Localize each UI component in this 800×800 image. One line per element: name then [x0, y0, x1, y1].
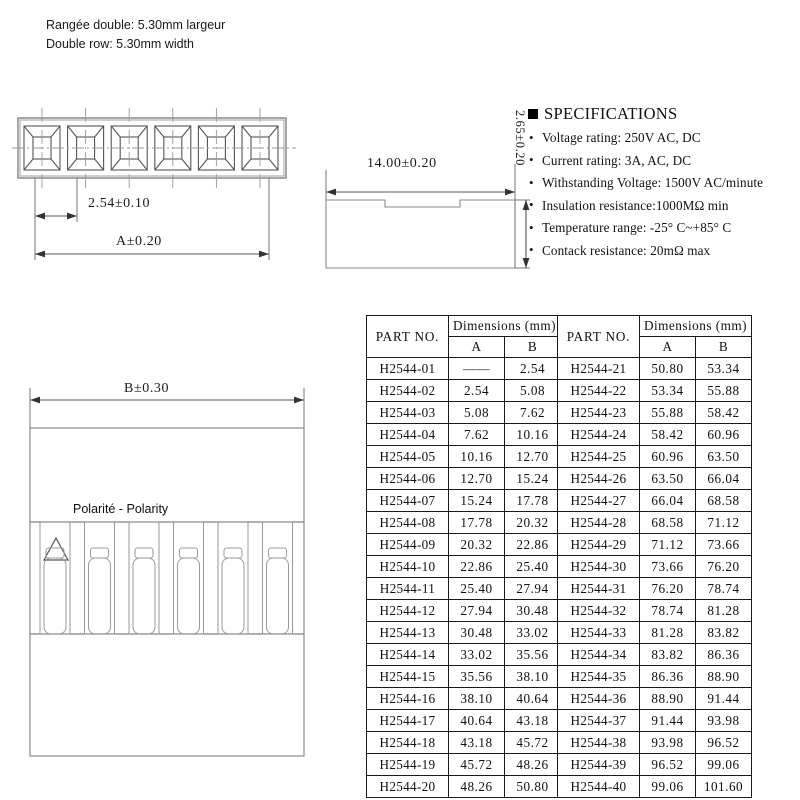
top-view-pitch-dimension: 2.54±0.10: [88, 196, 151, 211]
table-row: [367, 534, 561, 556]
dimension-a-cell: 2.54: [449, 380, 505, 402]
table-row: [367, 600, 561, 622]
dimension-a-cell: 27.94: [449, 600, 505, 622]
part-number-cell: H2544-11: [367, 578, 449, 600]
specifications-list: [528, 127, 796, 263]
table-row: [367, 468, 561, 490]
table-row: [558, 358, 752, 380]
dimension-a-cell: 10.16: [449, 446, 505, 468]
part-number-cell: H2544-17: [367, 710, 449, 732]
dimension-b-cell: 25.40: [505, 556, 561, 578]
dimension-b-cell: 68.58: [696, 490, 752, 512]
dimension-a-cell: 58.42: [640, 424, 696, 446]
table-row: [558, 578, 752, 600]
part-number-cell: H2544-07: [367, 490, 449, 512]
square-bullet-icon: [528, 109, 538, 119]
part-number-cell: H2544-39: [558, 754, 640, 776]
table-row: [367, 512, 561, 534]
dimension-b-cell: 48.26: [505, 754, 561, 776]
table-row: [558, 446, 752, 468]
table-row: [367, 776, 561, 798]
dimension-a-cell: 33.02: [449, 644, 505, 666]
header-note-fr: Rangée double: 5.30mm largeur: [46, 18, 226, 32]
dimension-a-cell: 78.74: [640, 600, 696, 622]
specification-item: • Current rating: 3A, AC, DC: [528, 150, 796, 173]
dimension-a-cell: 63.50: [640, 468, 696, 490]
part-number-cell: H2544-22: [558, 380, 640, 402]
dimension-a-cell: 7.62: [449, 424, 505, 446]
table-row: [367, 666, 561, 688]
terminal-channel: [174, 522, 204, 634]
top-view-overall-dimension: A±0.20: [116, 234, 162, 249]
dimension-b-cell: 86.36: [696, 644, 752, 666]
part-number-cell: H2544-27: [558, 490, 640, 512]
dimension-b-cell: 101.60: [696, 776, 752, 798]
table-row: [558, 556, 752, 578]
part-number-cell: H2544-28: [558, 512, 640, 534]
table-row: [558, 534, 752, 556]
part-number-cell: H2544-01: [367, 358, 449, 380]
dimension-b-cell: 93.98: [696, 710, 752, 732]
dimension-b-cell: 15.24: [505, 468, 561, 490]
table-row: [558, 688, 752, 710]
part-number-cell: H2544-26: [558, 468, 640, 490]
dimension-a-cell: 20.32: [449, 534, 505, 556]
polarity-label: Polarité - Polarity: [73, 502, 169, 516]
dimension-a-cell: 55.88: [640, 402, 696, 424]
dimensions-table-right: [557, 315, 752, 798]
part-number-cell: H2544-25: [558, 446, 640, 468]
part-number-cell: H2544-37: [558, 710, 640, 732]
dimension-a-cell: 25.40: [449, 578, 505, 600]
dimension-a-cell: 93.98: [640, 732, 696, 754]
dimension-b-cell: 63.50: [696, 446, 752, 468]
table-header-b: B: [505, 337, 561, 358]
dimension-b-cell: 66.04: [696, 468, 752, 490]
table-row: [367, 380, 561, 402]
table-row: [558, 622, 752, 644]
part-number-cell: H2544-13: [367, 622, 449, 644]
table-row: [558, 710, 752, 732]
header-note: [46, 16, 225, 54]
part-number-cell: H2544-06: [367, 468, 449, 490]
dimension-b-cell: 71.12: [696, 512, 752, 534]
specifications-panel: [528, 104, 796, 263]
dimension-a-cell: 66.04: [640, 490, 696, 512]
part-number-cell: H2544-10: [367, 556, 449, 578]
table-row: [558, 512, 752, 534]
dimensions-table-left: [366, 315, 561, 798]
dimension-a-cell: 35.56: [449, 666, 505, 688]
part-number-cell: H2544-30: [558, 556, 640, 578]
dimension-a-cell: 99.06: [640, 776, 696, 798]
part-number-cell: H2544-23: [558, 402, 640, 424]
part-number-cell: H2544-38: [558, 732, 640, 754]
dimension-a-cell: 45.72: [449, 754, 505, 776]
terminal-channel: [263, 522, 293, 634]
part-number-cell: H2544-19: [367, 754, 449, 776]
dimension-b-cell: 17.78: [505, 490, 561, 512]
part-number-cell: H2544-20: [367, 776, 449, 798]
dimension-b-cell: 38.10: [505, 666, 561, 688]
table-row: [367, 732, 561, 754]
table-row: [558, 644, 752, 666]
part-number-cell: H2544-34: [558, 644, 640, 666]
dimension-b-cell: 88.90: [696, 666, 752, 688]
part-number-cell: H2544-36: [558, 688, 640, 710]
part-number-cell: H2544-15: [367, 666, 449, 688]
table-row: [367, 578, 561, 600]
specifications-title: SPECIFICATIONS: [544, 104, 678, 123]
dimension-a-cell: 5.08: [449, 402, 505, 424]
table-row: [367, 688, 561, 710]
dimension-a-cell: 76.20: [640, 578, 696, 600]
dimension-a-cell: 38.10: [449, 688, 505, 710]
dimension-b-cell: 27.94: [505, 578, 561, 600]
dimension-a-cell: 88.90: [640, 688, 696, 710]
specification-item: • Insulation resistance:1000MΩ min: [528, 195, 796, 218]
table-row: [367, 446, 561, 468]
specification-item: • Withstanding Voltage: 1500V AC/minute: [528, 172, 796, 195]
dimension-b-cell: 35.56: [505, 644, 561, 666]
dimension-b-cell: 55.88: [696, 380, 752, 402]
dimension-a-cell: 53.34: [640, 380, 696, 402]
side-view-length-dimension: 14.00±0.20: [367, 156, 437, 171]
table-row: [367, 644, 561, 666]
table-row: [558, 776, 752, 798]
dimension-a-cell: 12.70: [449, 468, 505, 490]
terminal-channel: [129, 522, 159, 634]
specification-item: • Voltage rating: 250V AC, DC: [528, 127, 796, 150]
polarity-triangle-icon: [44, 538, 68, 560]
dimension-b-cell: 91.44: [696, 688, 752, 710]
dimension-b-cell: 81.28: [696, 600, 752, 622]
table-row: [558, 402, 752, 424]
part-number-cell: H2544-29: [558, 534, 640, 556]
dimension-a-cell: 30.48: [449, 622, 505, 644]
dimension-b-cell: 5.08: [505, 380, 561, 402]
table-row: [558, 380, 752, 402]
table-row: [367, 754, 561, 776]
dimension-b-cell: 30.48: [505, 600, 561, 622]
dimension-a-cell: 48.26: [449, 776, 505, 798]
front-view-drawing: [14, 370, 324, 795]
dimension-a-cell: 91.44: [640, 710, 696, 732]
table-row: [367, 490, 561, 512]
table-row: [558, 732, 752, 754]
dimension-a-cell: 60.96: [640, 446, 696, 468]
specification-item: • Contack resistance: 20mΩ max: [528, 240, 796, 263]
dimension-b-cell: 20.32: [505, 512, 561, 534]
dimension-b-cell: 53.34: [696, 358, 752, 380]
dimension-b-cell: 10.16: [505, 424, 561, 446]
dimension-a-cell: 73.66: [640, 556, 696, 578]
dimension-a-cell: 50.80: [640, 358, 696, 380]
front-view-width-dimension: B±0.30: [124, 381, 170, 396]
part-number-cell: H2544-35: [558, 666, 640, 688]
table-row: [558, 600, 752, 622]
table-row: [558, 666, 752, 688]
table-row: [558, 468, 752, 490]
dimension-b-cell: 99.06: [696, 754, 752, 776]
header-note-en: Double row: 5.30mm width: [46, 37, 194, 51]
table-header-part-no: PART NO.: [558, 316, 640, 358]
part-number-cell: H2544-31: [558, 578, 640, 600]
part-number-cell: H2544-18: [367, 732, 449, 754]
side-view-height-dimension: 2.65±0.20: [513, 110, 527, 167]
side-view-drawing: [320, 100, 530, 280]
table-header-b: B: [696, 337, 752, 358]
dimension-b-cell: 40.64: [505, 688, 561, 710]
dimension-b-cell: 22.86: [505, 534, 561, 556]
dimension-b-cell: 76.20: [696, 556, 752, 578]
dimension-a-cell: 96.52: [640, 754, 696, 776]
dimension-b-cell: 60.96: [696, 424, 752, 446]
table-header-a: A: [640, 337, 696, 358]
dimension-a-cell: 17.78: [449, 512, 505, 534]
dimension-a-cell: 40.64: [449, 710, 505, 732]
part-number-cell: H2544-05: [367, 446, 449, 468]
table-row: [367, 556, 561, 578]
dimension-a-cell: 81.28: [640, 622, 696, 644]
dimension-a-cell: 68.58: [640, 512, 696, 534]
dimension-b-cell: 96.52: [696, 732, 752, 754]
dimension-a-cell: 15.24: [449, 490, 505, 512]
dimension-b-cell: 58.42: [696, 402, 752, 424]
part-number-cell: H2544-04: [367, 424, 449, 446]
dimension-b-cell: 83.82: [696, 622, 752, 644]
part-number-cell: H2544-02: [367, 380, 449, 402]
table-row: [367, 424, 561, 446]
table-row: [558, 424, 752, 446]
table-header-a: A: [449, 337, 505, 358]
dimension-a-cell: 86.36: [640, 666, 696, 688]
part-number-cell: H2544-03: [367, 402, 449, 424]
table-header-dimensions: Dimensions (mm): [640, 316, 752, 337]
dimension-a-cell: 43.18: [449, 732, 505, 754]
dimension-b-cell: 7.62: [505, 402, 561, 424]
dimension-a-cell: 22.86: [449, 556, 505, 578]
part-number-cell: H2544-14: [367, 644, 449, 666]
part-number-cell: H2544-21: [558, 358, 640, 380]
part-number-cell: H2544-09: [367, 534, 449, 556]
specification-item: • Temperature range: -25° C~+85° C: [528, 217, 796, 240]
specifications-title-row: [528, 104, 796, 124]
table-row: [367, 710, 561, 732]
part-number-cell: H2544-40: [558, 776, 640, 798]
dimension-b-cell: 45.72: [505, 732, 561, 754]
part-number-cell: H2544-16: [367, 688, 449, 710]
table-row: [558, 490, 752, 512]
part-number-cell: H2544-32: [558, 600, 640, 622]
table-row: [367, 622, 561, 644]
part-number-cell: H2544-33: [558, 622, 640, 644]
dimension-b-cell: 50.80: [505, 776, 561, 798]
dimension-a-cell: ——: [449, 358, 505, 380]
dimension-b-cell: 12.70: [505, 446, 561, 468]
dimension-a-cell: 71.12: [640, 534, 696, 556]
dimension-a-cell: 83.82: [640, 644, 696, 666]
terminal-channel: [85, 522, 115, 634]
part-number-cell: H2544-08: [367, 512, 449, 534]
dimension-b-cell: 78.74: [696, 578, 752, 600]
part-number-cell: H2544-12: [367, 600, 449, 622]
table-row: [367, 402, 561, 424]
table-row: [367, 358, 561, 380]
dimension-b-cell: 43.18: [505, 710, 561, 732]
table-header-part-no: PART NO.: [367, 316, 449, 358]
terminal-channel: [218, 522, 248, 634]
table-header-dimensions: Dimensions (mm): [449, 316, 561, 337]
table-row: [558, 754, 752, 776]
dimension-b-cell: 33.02: [505, 622, 561, 644]
dimension-b-cell: 73.66: [696, 534, 752, 556]
part-number-cell: H2544-24: [558, 424, 640, 446]
dimension-b-cell: 2.54: [505, 358, 561, 380]
